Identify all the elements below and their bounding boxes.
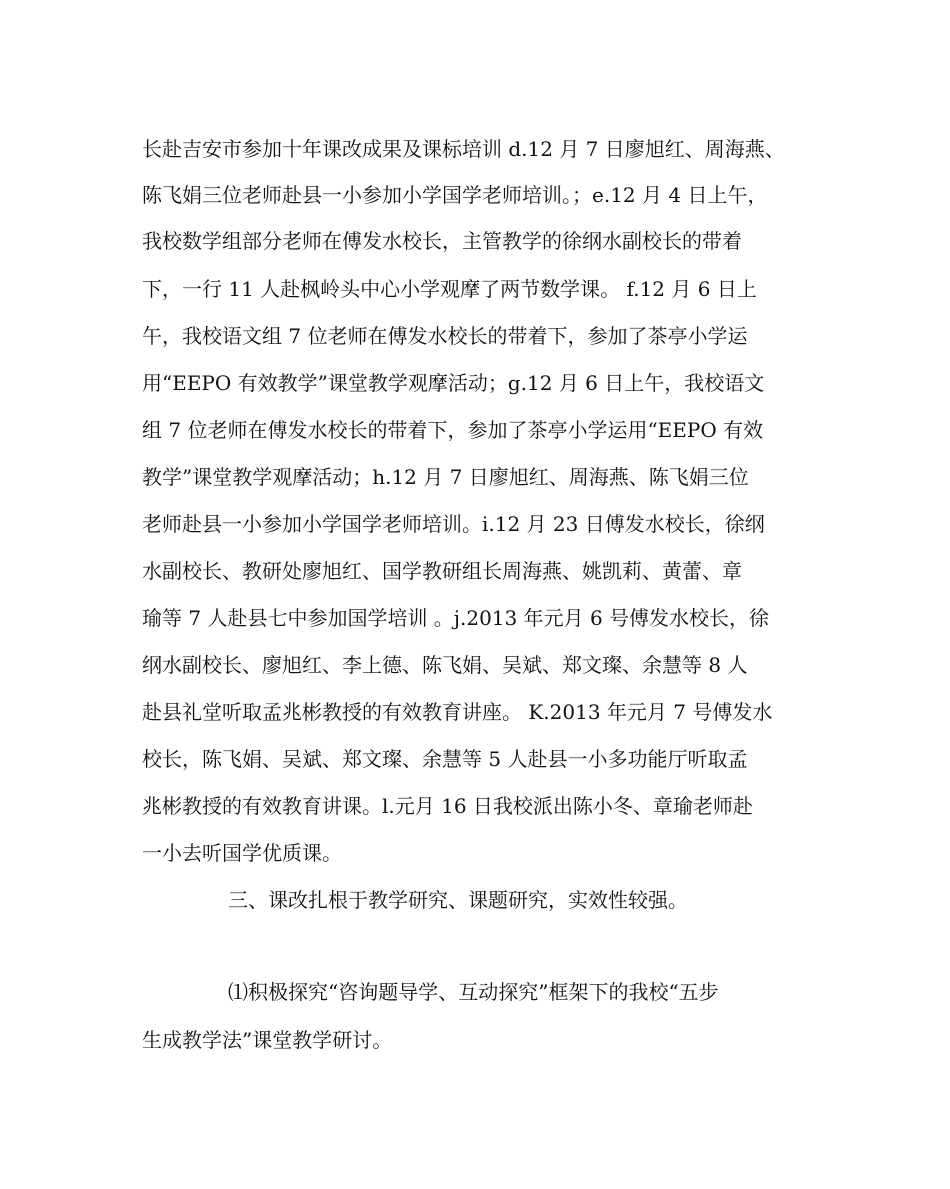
paragraph-line: 下，一行 11 人赴枫岭头中心小学观摩了两节数学课。 f.12 月 6 日上 [142, 277, 757, 301]
paragraph-line: 水副校长、教研处廖旭红、国学教研组长周海燕、姚凯莉、黄蕾、章 [142, 559, 742, 583]
paragraph-line: 用“EEPO 有效教学”课堂教学观摩活动；g.12 月 6 日上午，我校语文 [142, 371, 765, 395]
paragraph-line: 长赴吉安市参加十年课改成果及课标培训 d.12 月 7 日廖旭红、周海燕、 [142, 137, 785, 161]
paragraph-line: 教学”课堂教学观摩活动；h.12 月 7 日廖旭红、周海燕、陈飞娟三位 [142, 465, 749, 489]
paragraph-line: 老师赴县一小参加小学国学老师培训。i.12 月 23 日傅发水校长，徐纲 [142, 512, 765, 536]
paragraph-line: 我校数学组部分老师在傅发水校长，主管教学的徐纲水副校长的带着 [142, 229, 742, 253]
section-heading: 三、课改扎根于教学研究、课题研究，实效性较强。 [228, 888, 688, 912]
paragraph-line: ⑴积极探究“咨询题导学、互动探究”框架下的我校“五步 [228, 980, 719, 1004]
paragraph-line: 瑜等 7 人赴县七中参加国学培训 。j.2013 年元月 6 号傅发水校长，徐 [142, 606, 770, 630]
paragraph-line: 午，我校语文组 7 位老师在傅发水校长的带着下，参加了茶亭小学运 [142, 324, 748, 348]
paragraph-line: 陈飞娟三位老师赴县一小参加小学国学老师培训。；e.12 月 4 日上午， [142, 183, 768, 207]
paragraph-line: 兆彬教授的有效教育讲课。l.元月 16 日我校派出陈小冬、章瑜老师赴 [142, 794, 753, 818]
paragraph-line: 一小去听国学优质课。 [142, 841, 342, 865]
paragraph-line: 赴县礼堂听取孟兆彬教授的有效教育讲座。 K.2013 年元月 7 号傅发水 [142, 700, 773, 724]
paragraph-line: 纲水副校长、廖旭红、李上德、陈飞娟、吴斌、郑文璨、余慧等 8 人 [142, 653, 748, 677]
paragraph-line: 生成教学法”课堂教学研讨。 [142, 1028, 393, 1052]
paragraph-line: 组 7 位老师在傅发水校长的带着下，参加了茶亭小学运用“EEPO 有效 [142, 418, 764, 442]
paragraph-line: 校长，陈飞娟、吴斌、郑文璨、余慧等 5 人赴县一小多功能厅听取孟 [142, 747, 748, 771]
